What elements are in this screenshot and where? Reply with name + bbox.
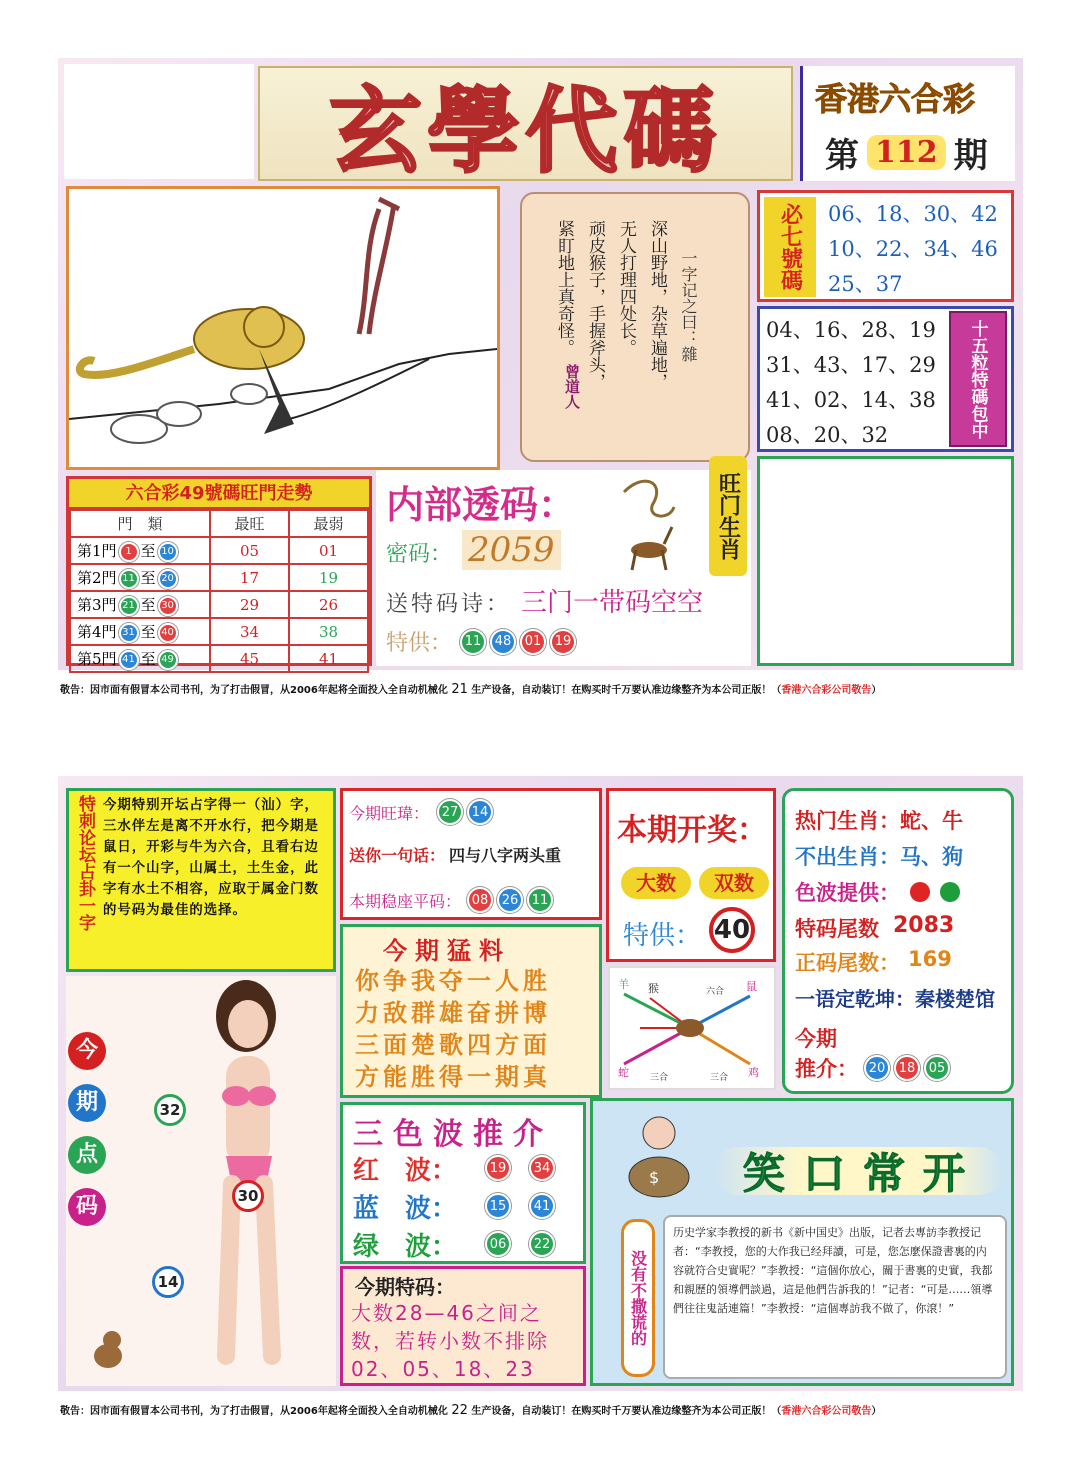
number-ball: 08 [467,887,493,913]
wave-row [353,1225,571,1263]
recommend-line [795,1053,952,1083]
wangwei-label: 今期旺瑋： [349,803,430,823]
table-header-row [70,510,368,537]
positive-value: 169 [908,947,952,971]
door-label: 第4門 [77,622,117,641]
positive-label: 正码尾数： [795,951,900,975]
wangwei-balls [435,799,495,825]
scroll-line: 紧盯地上真奇怪。 [554,220,574,356]
today-code-box [340,1266,586,1386]
tail-line [795,913,954,943]
notice-text: ） [871,685,882,696]
kill-numbers-list [828,197,998,302]
notice-text: 生产设备，自动装订！在购买时千万要认准边缘整齐为本公司正版！（ [471,685,782,696]
diagram-label: 鼠 [746,980,757,993]
diagram-label: 三合 [710,1073,729,1083]
range-from-ball: 21 [119,596,139,616]
tips-box [340,788,602,920]
scroll-heading: 一字记之曰：雜 [679,250,698,362]
wave-rows [353,1149,571,1263]
flat-balls [465,887,555,913]
kill-numbers-row: 10、22、34、46 [828,237,998,261]
code-line [386,530,561,570]
wave-ball: 34 [529,1155,555,1181]
fifteen-row: 31、43、17、29 [766,353,936,377]
sentence-value: 四与八字两头重 [449,846,562,865]
number-ball: 48 [490,629,516,655]
flat-line [349,887,555,913]
diagram-label: 六合 [706,987,725,997]
hot-zodiac: 热门生肖：蛇、牛 [795,809,963,833]
out-zodiac: 不出生肖：马、狗 [795,845,963,869]
number-ball: 11 [527,887,553,913]
fierce-line: 力敌群雄奋拼博 [355,999,551,1027]
number-ball: 20 [864,1055,890,1081]
scroll-line: 无人打理四处长。 [616,220,636,356]
draw-special-label: 特供： [623,921,702,951]
table-row [70,591,368,618]
poem-label: 送特码诗： [386,592,512,617]
number-ball: 11 [460,629,486,655]
special-balls [458,629,578,655]
door-trend-table [66,476,372,666]
range-separator: 至 [140,568,156,587]
zodiac-diagram [608,966,776,1090]
decide-line: 一语定乾坤：秦楼楚馆 [795,987,995,1011]
dianma-char: 点 [68,1136,106,1174]
wave-label: 红 波： [353,1155,458,1186]
wave-row [353,1187,571,1225]
issue-line [825,128,988,177]
range-from-ball: 41 [119,650,139,670]
dragon-deer-icon [614,472,684,572]
wave-ball: 41 [529,1193,555,1219]
wave-label: 蓝 波： [353,1193,458,1224]
notice-company: 香港六合彩公司敬告 [781,1406,872,1417]
notice-text: 敬告：因市面有假冒本公司书刊，为了打击假冒，从2006年起将全面投入全自动机械化 [60,685,448,696]
number-ball: 18 [894,1055,920,1081]
min-cell: 41 [289,645,368,672]
body-ball: 32 [154,1094,186,1126]
kill-numbers-row: 06、18、30、42 [828,202,998,226]
laugh-box [590,1098,1014,1386]
fierce-box [340,924,602,1098]
poem-value: 三门一带码空空 [521,588,704,618]
model-area [66,976,336,1386]
kill-label: 必七號碼 [764,197,816,297]
door-cell [70,537,210,564]
number-ball: 01 [520,629,546,655]
fierce-line: 你争我夺一人胜 [355,967,551,995]
door-label: 第5門 [77,649,117,668]
fifteen-label: 十五粒特碼包中 [949,311,1007,447]
range-separator: 至 [140,622,156,641]
fifteen-row: 41、02、14、38 [766,388,936,412]
dianma-label [68,1032,106,1226]
red-dot [910,882,930,902]
special-label: 特供： [386,631,453,656]
issue-suffix: 期 [953,136,988,176]
range-to-ball: 10 [158,542,178,562]
zodiac-label: 旺门生肖 [709,456,747,576]
wave-ball: 19 [485,1155,511,1181]
table-row [70,564,368,591]
min-cell: 26 [289,591,368,618]
range-from-ball: 11 [119,569,139,589]
page-title-text: 玄學代碼 [329,76,722,185]
number-ball: 19 [550,629,576,655]
fifteen-row: 08、20、32 [766,423,889,447]
forum-box [66,788,336,972]
small-monkey-icon [86,1326,130,1376]
issue-number: 112 [867,135,946,170]
min-cell: 38 [289,618,368,645]
monkey-drawing [69,189,497,467]
notice-text: 生产设备，自动装订！在购买时千万要认准边缘整齐为本公司正版！（ [471,1406,782,1417]
door-label: 第1門 [77,541,117,560]
draw-box [606,788,776,962]
range-from-ball: 31 [119,623,139,643]
kill-numbers-box [757,190,1014,302]
wave-ball: 22 [529,1231,555,1257]
range-to-ball: 20 [158,569,178,589]
dianma-char: 期 [68,1084,106,1122]
model-figure [176,976,316,1376]
sentence-label: 送你一句话： [349,846,446,865]
special-line [386,626,578,657]
issue-box [800,66,1015,181]
range-separator: 至 [140,541,156,560]
table-row [70,645,368,672]
blank-corner-box [64,64,254,179]
scroll-line: 顽皮猴子，手握斧头， [585,220,605,390]
forum-label: 特刺论坛占卦一字 [75,795,95,931]
dianma-char: 码 [68,1188,106,1226]
door-label: 第2門 [77,568,117,587]
fierce-lines [355,965,551,1093]
range-to-ball: 30 [158,596,178,616]
flat-label: 本期稳座平码： [349,891,462,911]
min-cell: 19 [289,564,368,591]
draw-special-ball: 40 [709,907,755,953]
tail-label: 特码尾数 [795,917,879,941]
notice-top [60,681,881,697]
fifteen-row: 04、16、28、19 [766,318,936,342]
table-title: 六合彩49號碼旺門走勢 [69,479,369,509]
code-value: 2059 [462,530,561,570]
diagram-label: 羊 [618,978,629,991]
max-cell: 05 [210,537,289,564]
diagram-label: 鸡 [748,1066,759,1079]
money-bag-icon [617,1111,697,1201]
recommend-balls [862,1055,952,1081]
recommend-label-2: 推介： [795,1057,858,1081]
code-label: 密码： [386,542,453,567]
wave-ball: 06 [485,1231,511,1257]
zodiac-arrows [610,968,774,1088]
table-row [70,537,368,564]
fifteen-numbers-list [766,313,936,453]
max-cell: 29 [210,591,289,618]
draw-title: 本期开奖： [617,813,767,848]
green-dot [940,882,960,902]
body-ball: 30 [232,1180,264,1212]
door-cell [70,591,210,618]
trend-table [69,509,369,673]
notice-page: 21 [451,682,468,697]
positive-line [795,947,952,977]
joke-text: 历史学家李教授的新书《新中国史》出版，记者去專訪李教授记者：“李教授，您的大作我已经拜讀，可是，您怎麼保證書裏的内容就符合史實呢？”李教授：“這個你放心，關于書裏的史實，我都和親歷的領導們談過，這是他們告訴我的！”记者：“可是……領導們往往鬼話連篇！”李教授：“這個專訪我不做了，你滾！” [663,1215,1007,1379]
diagram-label: 猴 [648,982,659,995]
wave-box [340,1102,586,1264]
tail-value: 2083 [893,913,955,938]
notice-text: 敬告：因市面有假冒本公司书刊，为了打击假冒，从2006年起将全面投入全自动机械化 [60,1406,448,1417]
recommend-label-1: 今期 [795,1027,837,1051]
fierce-title: 今期猛料 [383,937,511,965]
forum-text: 今期特别开坛占字得一（汕）字，三水伴左是离不开水行，把今期是鼠日，开彩与牛为六合，且看右边有一个山字，山属土，土生金，此字有水土不相容，应取于属金门数的号码为最佳的选择。 [103,798,319,918]
table-header-cell: 最弱 [289,510,368,537]
table-row [70,618,368,645]
range-to-ball: 40 [158,623,178,643]
inside-code-box [376,470,751,666]
table-header-cell: 最旺 [210,510,289,537]
door-cell [70,645,210,672]
issue-prefix: 第 [825,136,859,176]
wave-ball: 15 [485,1193,511,1219]
max-cell: 34 [210,618,289,645]
kill-numbers-row: 25、37 [828,272,903,296]
wangwei-line [349,799,495,825]
empty-green-box [757,456,1014,666]
draw-big: 大数 [621,867,691,899]
number-ball: 26 [497,887,523,913]
poem-line [386,582,703,619]
wave-row [353,1149,571,1187]
number-ball: 27 [437,799,463,825]
scroll-signature: 曾道人 [563,364,581,409]
brand-name: 香港六合彩 [815,80,976,118]
range-separator: 至 [140,649,156,668]
door-cell [70,564,210,591]
joke-side: 没有不撒谎的 [621,1219,655,1377]
wave-label: 绿 波： [353,1231,458,1262]
max-cell: 17 [210,564,289,591]
draw-even: 双数 [699,867,769,899]
monkey-illustration [66,186,500,470]
inside-title: 内部透码： [386,482,577,527]
laugh-title: 笑口常开 [743,1149,984,1198]
diagram-label: 三合 [650,1073,669,1083]
fifteen-numbers-box [757,306,1014,452]
range-to-ball: 49 [158,650,178,670]
body-ball: 14 [152,1266,184,1298]
notice-page: 22 [451,1403,468,1418]
color-label: 色波提供： [795,881,900,905]
max-cell: 45 [210,645,289,672]
wave-title: 三色波推介 [353,1117,553,1152]
door-label: 第3門 [77,595,117,614]
svg-text:$: $ [649,1168,660,1187]
notice-company: 香港六合彩公司敬告 [781,685,872,696]
today-code-title: 今期特码： [355,1275,455,1299]
range-from-ball: 1 [119,542,139,562]
number-ball: 05 [924,1055,950,1081]
fierce-line: 方能胜得一期真 [355,1063,551,1091]
page-title [258,66,793,185]
sentence-line [349,843,561,866]
notice-text: ） [871,1406,882,1417]
notice-bottom [60,1402,881,1418]
table-header-cell: 門 類 [70,510,210,537]
range-separator: 至 [140,595,156,614]
scroll-line: 深山野地，杂草遍地， [647,220,667,390]
today-code-text: 大数28—46之间之数，若转小数不排除02、05、18、23 [351,1301,549,1381]
door-cell [70,618,210,645]
diagram-label: 蛇 [618,1066,629,1079]
dianma-char: 今 [68,1032,106,1070]
min-cell: 01 [289,537,368,564]
color-line [795,877,960,907]
zodiac-info-box [782,788,1014,1094]
number-ball: 14 [467,799,493,825]
poem-scroll [520,192,750,462]
fierce-line: 三面楚歌四方面 [355,1031,551,1059]
